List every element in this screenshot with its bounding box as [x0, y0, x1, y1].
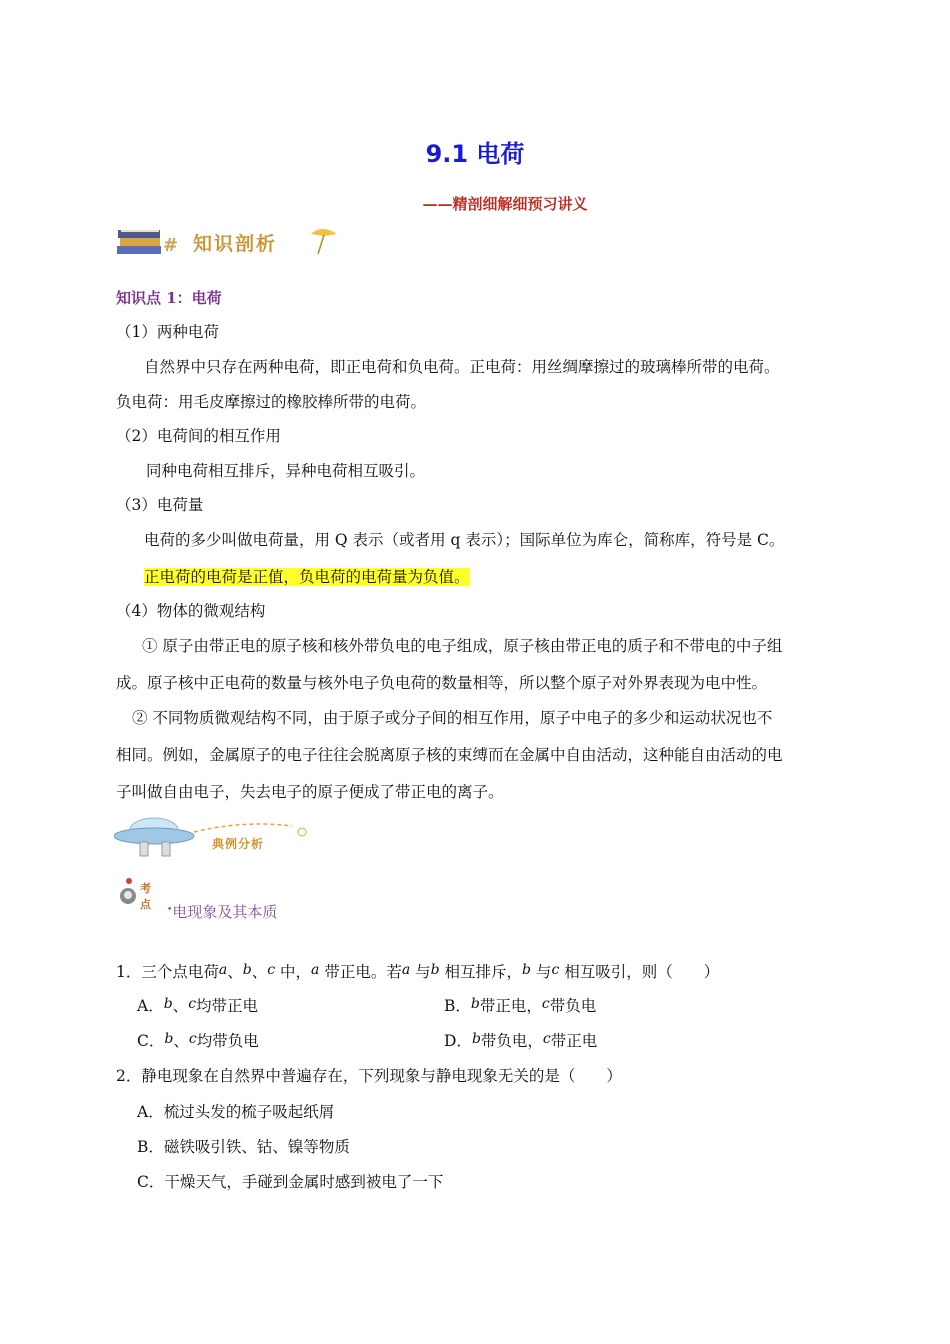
variable-b: b: [522, 962, 531, 978]
kaodian-badge-char2: 点: [140, 898, 151, 911]
section-2-paragraph: 同种电荷相互排斥，异种电荷相互吸引。: [146, 462, 426, 480]
kaodian-title: 电现象及其本质: [172, 903, 278, 921]
stem-text: 、: [251, 963, 268, 981]
question-2-number: 2．: [116, 1067, 142, 1085]
stem-text: 中，: [275, 963, 312, 981]
section-1-paragraph-line2: 负电荷：用毛皮摩擦过的橡胶棒所带的电荷。: [116, 393, 427, 411]
knowledge-banner: [115, 224, 340, 260]
section-4-item2-line1: ② 不同物质微观结构不同，由于原子或分子间的相互作用，原子中电子的多少和运动状况也不: [132, 709, 773, 727]
page-subtitle: ——精剖细解细预习讲义: [422, 195, 588, 213]
kaodian-badge-char1: 考: [140, 882, 151, 895]
question-1-option-b[interactable]: B．b带正电，c带负电: [444, 996, 597, 1015]
stem-text: 三个点电荷: [141, 963, 219, 981]
section-1-paragraph-line1: 自然界中只存在两种电荷，即正电荷和负电荷。正电荷：用丝绸摩擦过的玻璃棒所带的电荷。: [144, 358, 780, 376]
variable-b: b: [242, 962, 252, 978]
stem-text: 相互排斥，: [439, 963, 523, 981]
variable-c: c: [267, 962, 276, 978]
stem-text: 带正电。若: [319, 963, 402, 981]
stem-text: 与: [410, 963, 431, 981]
question-1: [116, 959, 719, 983]
question-1-option-a[interactable]: A．b、c均带正电: [137, 996, 259, 1015]
kaodian-dot: •: [167, 905, 173, 915]
variable-c: c: [551, 962, 560, 978]
section-3-highlight: 正电荷的电荷是正值，负电荷的电荷量为负值。: [144, 568, 470, 586]
svg-text:#: #: [163, 235, 179, 256]
variable-a: a: [311, 962, 320, 978]
section-3-paragraph: 电荷的多少叫做电荷量，用 Q 表示（或者用 q 表示）；国际单位为库仑，简称库，符号是 C。: [144, 531, 785, 549]
section-4-item2-line2: 相同。例如，金属原子的电子往往会脱离原子核的束缚而在金属中自由活动，这种能自由活动的电: [116, 746, 783, 764]
section-4-heading: （4）物体的微观结构: [116, 602, 266, 620]
section-2-heading: （2）电荷间的相互作用: [116, 427, 281, 445]
knowledge-point-heading: 知识点 1：电荷: [116, 289, 222, 307]
examples-banner-label: 典例分析: [212, 837, 265, 851]
section-4-item1-line1: ① 原子由带正电的原子核和核外带负电的电子组成，原子核由带正电的质子和不带电的中子组: [142, 637, 783, 655]
question-1-option-d[interactable]: D．b带负电，c带正电: [444, 1031, 598, 1050]
question-2-option-c[interactable]: C．干燥天气，手碰到金属时感到被电了一下: [137, 1173, 444, 1191]
section-4-item2-line3: 子叫做自由电子，失去电子的原子便成了带正电的离子。: [116, 783, 504, 801]
question-1-option-c[interactable]: C．b、c均带负电: [137, 1031, 259, 1050]
stem-text: 与: [531, 963, 552, 981]
question-1-number: 1．: [116, 963, 142, 981]
variable-a: a: [218, 962, 228, 978]
question-2-stem: 静电现象在自然界中普遍存在，下列现象与静电现象无关的是（ ）: [141, 1067, 622, 1085]
question-2: [116, 1065, 622, 1087]
stem-text: 相互吸引，则（ ）: [559, 963, 720, 981]
variable-a: a: [401, 962, 411, 978]
section-4-item1-line2: 成。原子核中正电荷的数量与核外电子负电荷的数量相等，所以整个原子对外界表现为电中性。: [116, 674, 768, 692]
page-title: 9.1 电荷: [425, 140, 525, 168]
variable-b: b: [430, 962, 440, 978]
knowledge-banner-label: 知识剖析: [193, 233, 278, 255]
kaodian-badge: [116, 874, 164, 914]
question-2-option-b[interactable]: B．磁铁吸引铁、钴、镍等物质: [137, 1138, 350, 1156]
examples-banner: [114, 810, 314, 866]
stem-text: 、: [227, 963, 243, 981]
section-1-heading: （1）两种电荷: [116, 323, 219, 341]
question-1-stem: [141, 963, 719, 981]
question-2-option-a[interactable]: A．梳过头发的梳子吸起纸屑: [137, 1103, 335, 1121]
section-3-heading: （3）电荷量: [116, 496, 204, 514]
